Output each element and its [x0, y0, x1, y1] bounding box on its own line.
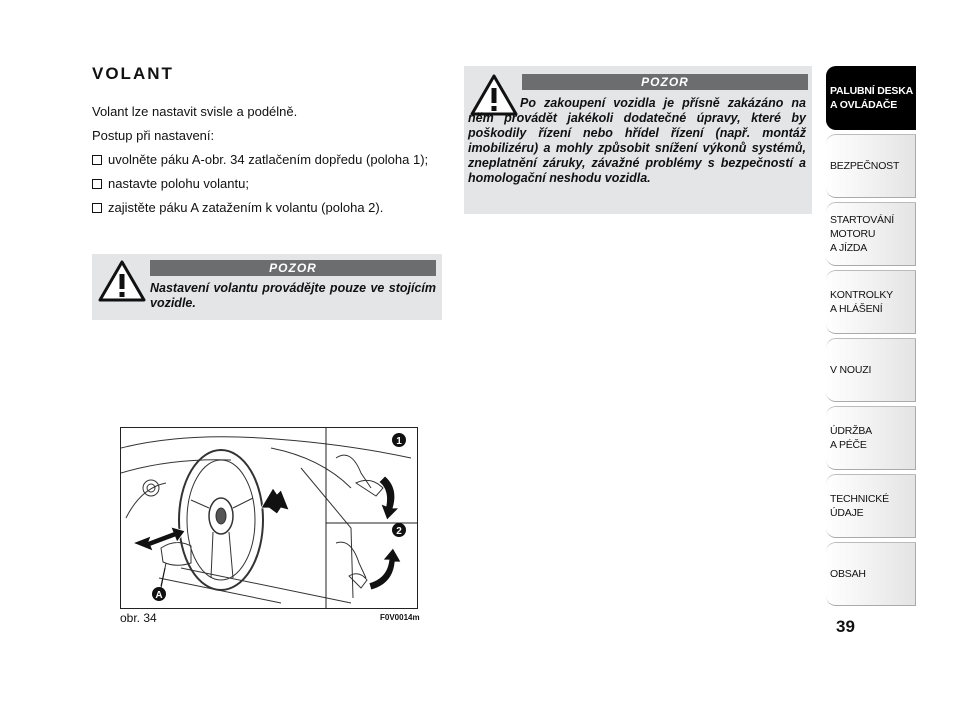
callout-a: A — [155, 590, 163, 601]
warning-header: POZOR — [522, 74, 808, 90]
figure-caption: obr. 34 — [120, 611, 157, 625]
figure-code: F0V0014m — [380, 613, 420, 622]
steering-wheel-figure — [120, 427, 418, 609]
list-item: nastavte polohu volantu; — [92, 172, 452, 196]
warning-text: Nastavení volantu provádějte pouze ve stojícím vozidle. — [150, 281, 436, 310]
tab-obsah[interactable]: OBSAH — [826, 542, 916, 606]
list-item: uvolněte páku A-obr. 34 zatlačením dopředu (poloha 1); — [92, 148, 452, 172]
tab-startovani[interactable]: STARTOVÁNÍ MOTORU A JÍZDA — [826, 202, 916, 266]
steps-list — [92, 148, 452, 220]
list-item: zajistěte páku A zatažením k volantu (poloha 2). — [92, 196, 452, 220]
intro-text: Volant lze nastavit svisle a podélně. — [92, 104, 298, 119]
tab-v-nouzi[interactable]: V NOUZI — [826, 338, 916, 402]
tab-udrzba[interactable]: ÚDRŽBA A PÉČE — [826, 406, 916, 470]
tab-bezpecnost[interactable]: BEZPEČNOST — [826, 134, 916, 198]
section-body — [92, 100, 452, 220]
steering-wheel-illustration — [121, 428, 417, 608]
steps-heading: Postup při nastavení: — [92, 128, 215, 143]
warning-triangle-icon — [98, 260, 146, 302]
callout-1: 1 — [396, 436, 402, 447]
warning-box-top — [464, 66, 812, 214]
callout-2: 2 — [396, 526, 402, 537]
tab-technicke-udaje[interactable]: TECHNICKÉ ÚDAJE — [826, 474, 916, 538]
tab-palubni-deska[interactable]: PALUBNÍ DESKA A OVLÁDAČE — [826, 66, 916, 130]
warning-text: Po zakoupení vozidla je přísně zakázáno na něm provádět jakékoli dodatečné úpravy, které by poškodily řízení nebo hřídel řízení (např. montáž imobilizéru) a mohly způsobit snížení výkonů systémů, zneplatnění záruky, závažné problémy s bezpečností a homologační neshodu vozidla. — [468, 96, 806, 185]
tab-kontrolky[interactable]: KONTROLKY A HLÁŠENÍ — [826, 270, 916, 334]
warning-box-mid — [92, 254, 442, 320]
warning-header: POZOR — [150, 260, 436, 276]
page-title: VOLANT — [92, 64, 174, 83]
page-number: 39 — [836, 617, 855, 636]
